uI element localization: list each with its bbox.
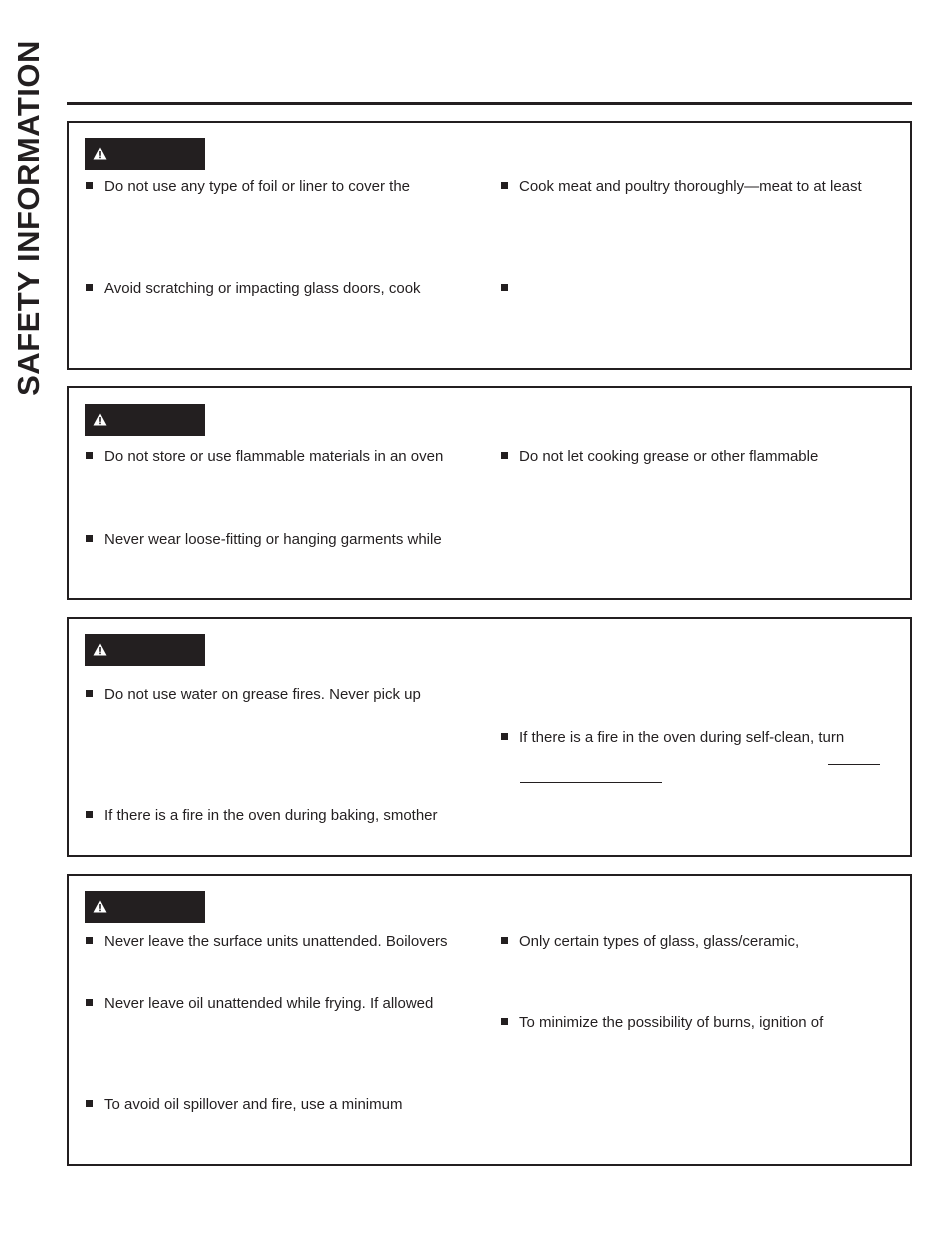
list-item: Cook meat and poultry thoroughly—meat to at least	[501, 178, 862, 196]
warning-triangle-icon	[93, 413, 107, 426]
warning-triangle-icon	[93, 900, 107, 913]
list-item: Do not use water on grease fires. Never pick up	[86, 686, 421, 704]
side-title	[0, 0, 58, 420]
bullet-icon	[86, 535, 93, 542]
underline-rule	[828, 764, 880, 765]
list-item: Avoid scratching or impacting glass doors, cook	[86, 280, 421, 298]
list-item: Do not store or use flammable materials in an oven	[86, 448, 443, 466]
list-item: If there is a fire in the oven during baking, smother	[86, 807, 438, 825]
warning-badge	[85, 138, 205, 170]
warning-panel-3	[67, 617, 912, 857]
bullet-icon	[501, 284, 508, 291]
list-item: To minimize the possibility of burns, ignition of	[501, 1014, 823, 1032]
warning-badge	[85, 404, 205, 436]
bullet-icon	[501, 452, 508, 459]
side-title-text: SAFETY INFORMATION	[11, 40, 46, 396]
bullet-icon	[86, 999, 93, 1006]
warning-badge	[85, 891, 205, 923]
list-item: To avoid oil spillover and fire, use a minimum	[86, 1096, 402, 1114]
bullet-icon	[501, 937, 508, 944]
bullet-icon	[86, 690, 93, 697]
bullet-icon	[86, 284, 93, 291]
bullet-icon	[86, 811, 93, 818]
list-item: Never wear loose-fitting or hanging garments while	[86, 531, 442, 549]
list-item: Only certain types of glass, glass/ceramic,	[501, 933, 799, 951]
bullet-icon	[86, 452, 93, 459]
underline-rule	[520, 782, 662, 783]
list-item: Do not use any type of foil or liner to cover the	[86, 178, 410, 196]
warning-triangle-icon	[93, 147, 107, 160]
list-item: Never leave the surface units unattended. Boilovers	[86, 933, 448, 951]
warning-panel-1	[67, 121, 912, 370]
list-item: Never leave oil unattended while frying. If allowed	[86, 995, 433, 1013]
warning-triangle-icon	[93, 643, 107, 656]
bullet-icon	[501, 733, 508, 740]
bullet-icon	[501, 1018, 508, 1025]
list-item: Do not let cooking grease or other flammable	[501, 448, 818, 466]
warning-panel-4	[67, 874, 912, 1166]
top-rule	[67, 102, 912, 105]
warning-panel-2	[67, 386, 912, 600]
list-item	[501, 280, 519, 298]
bullet-icon	[86, 937, 93, 944]
bullet-icon	[501, 182, 508, 189]
bullet-icon	[86, 182, 93, 189]
list-item: If there is a fire in the oven during self-clean, turn	[501, 729, 844, 747]
bullet-icon	[86, 1100, 93, 1107]
warning-badge	[85, 634, 205, 666]
